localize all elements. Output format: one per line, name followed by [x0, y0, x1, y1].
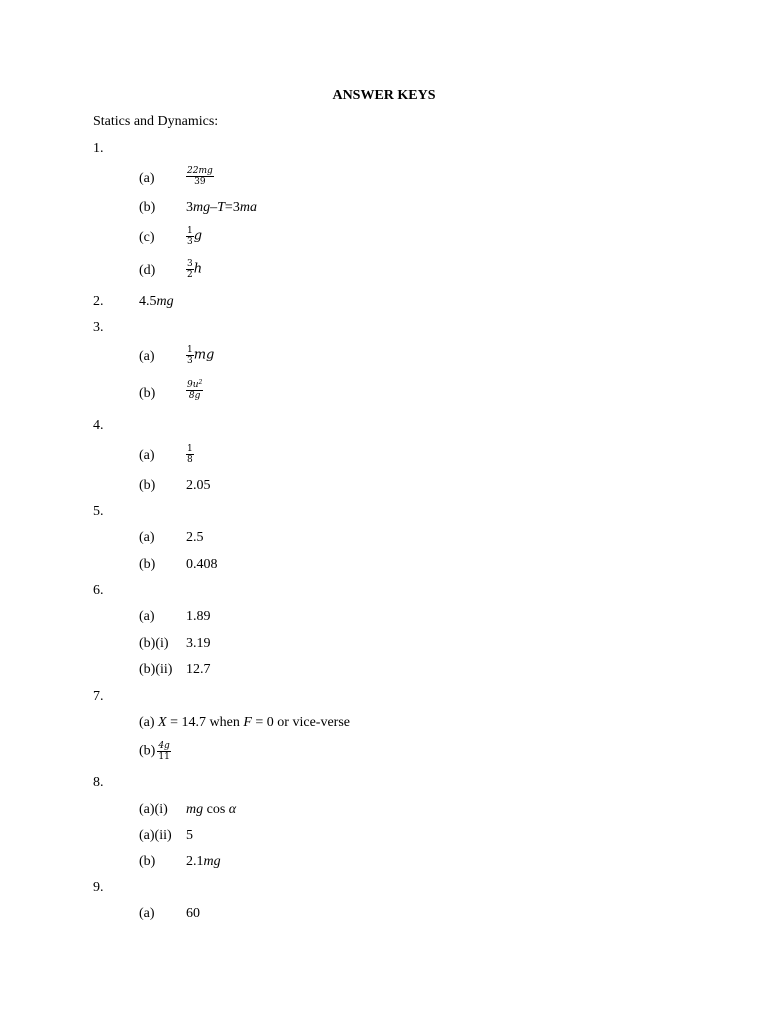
q8aii-label: (a)(ii) — [139, 828, 172, 843]
q5b-label: (b) — [139, 557, 156, 572]
q5a-answer: 2.5 — [186, 530, 204, 545]
q1c-answer: $\frac{1}{3}$ g — [187, 226, 203, 247]
q8ai-label: (a)(i) — [139, 802, 168, 817]
section-subtitle: Statics and Dynamics: — [93, 114, 219, 129]
question-8-number: 8. — [93, 775, 104, 790]
q6a-label: (a) — [139, 609, 155, 624]
question-7-number: 7. — [93, 689, 104, 704]
question-4-number: 4. — [93, 418, 104, 433]
q8ai-answer: mg cos α — [186, 802, 237, 817]
q3a-label: (a) — [139, 349, 155, 364]
q1c-label: (c) — [139, 230, 155, 245]
q4a-answer: $\frac{1}{8}$ — [187, 444, 193, 465]
q6a-answer: 1.89 — [186, 609, 211, 624]
q4b-answer: 2.05 — [186, 478, 211, 493]
q3b-label: (b) — [139, 386, 156, 401]
q1a-answer — [186, 166, 214, 187]
q1b-answer: 3mg–T=3ma — [186, 200, 257, 215]
q1d-answer: $\frac{3}{2}$ h — [187, 259, 203, 280]
q1d-label: (d) — [139, 263, 156, 278]
q8b-label: (b) — [139, 854, 156, 869]
q8b-answer: 2.1mg — [186, 854, 221, 869]
q8aii-answer: 5 — [186, 828, 193, 843]
q9a-label: (a) — [139, 906, 155, 921]
q7b-line: (b) $\frac{4g}{11}$ — [139, 741, 170, 762]
question-5-number: 5. — [93, 504, 104, 519]
q2-answer: 4.5mg — [139, 294, 174, 309]
question-6-number: 6. — [93, 583, 104, 598]
q1b-label: (b) — [139, 200, 156, 215]
q5b-answer: 0.408 — [186, 557, 218, 572]
q7a-line: (a) X = 14.7 when F = 0 or vice-verse — [139, 715, 350, 730]
q3b-answer: $\frac{9u^2}{8g}$ — [187, 379, 203, 401]
q9a-answer: 60 — [186, 906, 200, 921]
q1a-fraction: $\frac{22mg}{39}$ — [187, 166, 213, 187]
q1a-label: (a) — [139, 171, 155, 186]
q6bii-label: (b)(ii) — [139, 662, 173, 677]
question-9-number: 9. — [93, 880, 104, 895]
question-2-number: 2. — [93, 294, 104, 309]
question-3-number: 3. — [93, 320, 104, 335]
q6bi-answer: 3.19 — [186, 636, 211, 651]
question-1-number: 1. — [93, 141, 104, 156]
q6bii-answer: 12.7 — [186, 662, 211, 677]
q4a-label: (a) — [139, 448, 155, 463]
q5a-label: (a) — [139, 530, 155, 545]
q6bi-label: (b)(i) — [139, 636, 169, 651]
q3a-answer: $\frac{1}{3}$ mg — [187, 345, 215, 366]
page-title: ANSWER KEYS — [332, 88, 436, 103]
q4b-label: (b) — [139, 478, 156, 493]
